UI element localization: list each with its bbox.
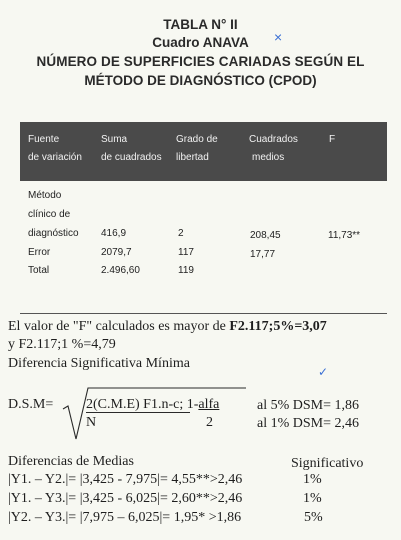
cell-gl: 117: [178, 247, 194, 258]
dsm-numerator-main: 2(C.M.E) F1.n-c; 1-: [86, 397, 199, 412]
dsm-alfa: alfa: [198, 397, 220, 412]
header-suma-2: de cuadrados: [101, 152, 162, 163]
fraction-bar: [86, 412, 190, 413]
anava-subtitle: Cuadro ANAVA: [152, 35, 249, 50]
header-suma: Suma: [101, 134, 128, 145]
dsm-denominator-n: N: [86, 415, 97, 430]
cell-gl: 119: [178, 265, 194, 276]
cell-suma: 416,9: [101, 228, 127, 239]
cell-suma: 2079,7: [101, 247, 132, 258]
header-fuente: Fuente: [28, 134, 60, 145]
main-title-line1: NÚMERO DE SUPERFICIES CARIADAS SEGÚN EL: [36, 54, 365, 69]
diff-sig-2: 1%: [303, 491, 322, 506]
dsm-label: D.S.M=: [8, 397, 54, 412]
cell-cm: 17,77: [250, 249, 276, 260]
row-label: Método: [28, 190, 62, 201]
diff-row-2: |Y1. – Y3.|= |3,425 - 6,025|= 2,60**>2,46: [8, 491, 243, 506]
cell-gl: 2: [178, 228, 184, 239]
diff-row-1: |Y1. – Y2.|= |3,425 - 7,975|= 4,55**>2,46: [8, 472, 243, 487]
header-cuadrados-2: medios: [252, 152, 285, 163]
row-label: Error: [28, 247, 51, 258]
diff-row-3: |Y2. – Y3.|= |7,975 – 6,025|= 1,95* >1,86: [8, 510, 242, 525]
diff-sig-3: 5%: [304, 510, 323, 525]
f-1-percent: y F2.117;1 %=4,79: [8, 337, 116, 352]
blue-pen-mark: ×: [274, 29, 283, 45]
header-fuente-2: de variación: [28, 152, 82, 163]
dsm-5-percent: al 5% DSM= 1,86: [257, 398, 360, 413]
dsm-denominator-2: 2: [206, 415, 213, 430]
row-label: diagnóstico: [28, 228, 79, 239]
diff-heading: Diferencias de Medias: [8, 454, 134, 469]
cell-f: 11,73**: [328, 230, 361, 241]
diff-sig-1: 1%: [303, 472, 322, 487]
f-5-percent: F2.117;5%=3,07: [229, 319, 327, 334]
row-label: clínico de: [28, 209, 71, 220]
header-grado-2: libertad: [176, 152, 209, 163]
anova-table: [20, 122, 387, 314]
table-number-title: TABLA N° II: [163, 17, 238, 32]
blue-check-mark: ✓: [318, 365, 329, 379]
radical-sign: [60, 386, 250, 442]
row-label: Total: [28, 265, 50, 276]
dsm-numerator: [86, 397, 219, 413]
cell-suma: 2.496,60: [101, 265, 140, 276]
header-cuadrados: Cuadrados: [249, 134, 298, 145]
cell-cm: 208,45: [250, 230, 281, 241]
dsm-heading: Diferencia Significativa Mínima: [8, 356, 190, 371]
f-comparison-text: [8, 319, 327, 335]
header-f: F: [329, 134, 336, 145]
f-comparison-lead: El valor de "F" calculados es mayor de: [8, 319, 230, 334]
main-title-line2: MÉTODO DE DIAGNÓSTICO (CPOD): [84, 73, 317, 88]
dsm-1-percent: al 1% DSM= 2,46: [257, 416, 360, 431]
table-header: [20, 122, 387, 181]
significance-heading: Significativo: [291, 456, 364, 471]
header-grado: Grado de: [176, 134, 218, 145]
